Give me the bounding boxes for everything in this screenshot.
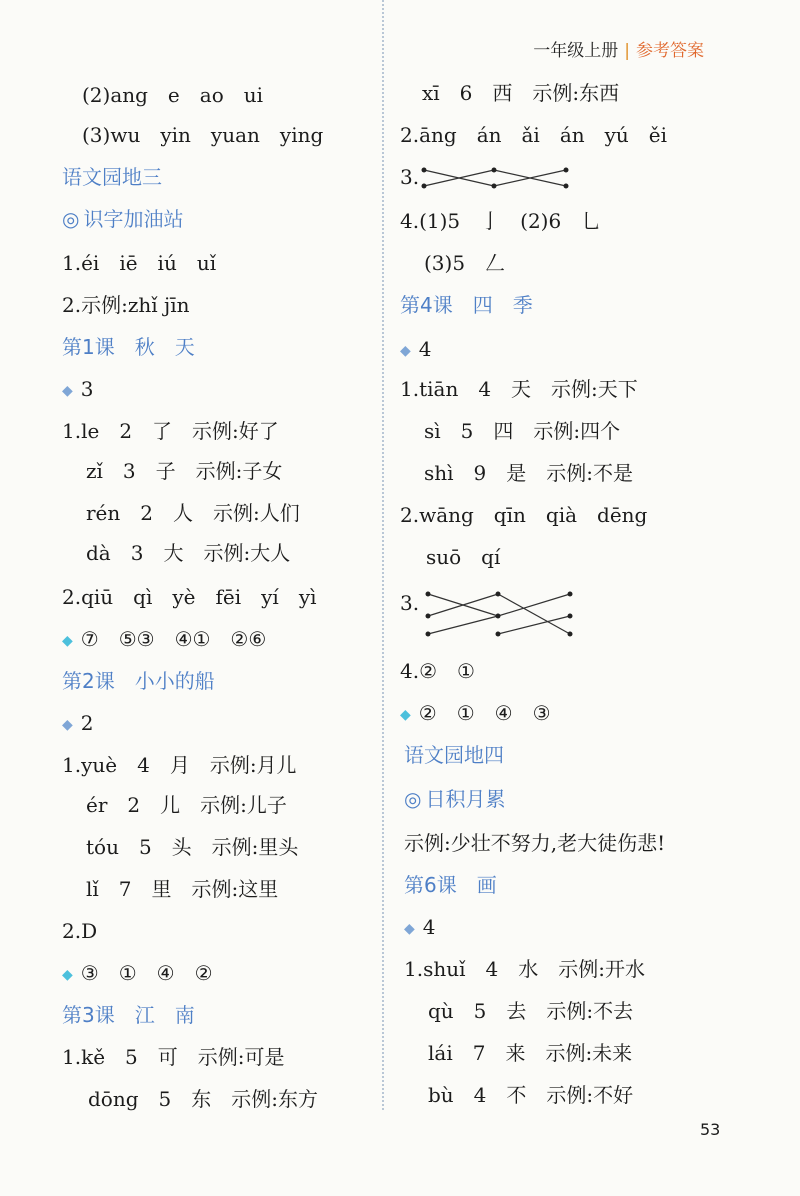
section-heading: 语文园地三 [62, 165, 162, 189]
page-header [533, 36, 704, 61]
answer-line: 3. [400, 591, 420, 615]
answer-line: ◆ ③ ① ④ ② [62, 961, 213, 985]
answer-line: 1.tiān 4 天 示例:天下 [400, 377, 638, 401]
lesson-heading: 第1课 秋 天 [62, 335, 195, 359]
grade-label: 一年级上册 [533, 41, 619, 61]
page-number: 53 [700, 1120, 721, 1139]
answer-line: lǐ 7 里 示例:这里 [86, 877, 279, 901]
answer-line: (3)wu yin yuan ying [82, 123, 324, 147]
answer-line: 2.qiū qì yè fēi yí yì [62, 585, 317, 609]
answer-line: suō qí [426, 545, 501, 569]
matching-lines-2 [424, 588, 574, 640]
column-divider [382, 0, 384, 1110]
answer-line: 1.yuè 4 月 示例:月儿 [62, 753, 297, 777]
answer-line: ◆ 4 [404, 915, 436, 939]
answer-line: 1.shuǐ 4 水 示例:开水 [404, 957, 645, 981]
answer-line: xī 6 西 示例:东西 [422, 81, 620, 105]
answer-line: zǐ 3 子 示例:子女 [86, 459, 283, 483]
answer-line: ◆ 3 [62, 377, 94, 401]
answer-line: ér 2 儿 示例:儿子 [86, 793, 287, 817]
diamond-icon: ◆ [62, 633, 73, 649]
answer-line: qù 5 去 示例:不去 [428, 999, 634, 1023]
answer-line: ◆ 2 [62, 711, 94, 735]
answer-line: dōng 5 东 示例:东方 [88, 1087, 318, 1111]
subsection-heading: ◎ 识字加油站 [62, 207, 184, 231]
answer-line: dà 3 大 示例:大人 [86, 541, 291, 565]
answer-line: 示例:少壮不努力,老大徒伤悲! [404, 831, 666, 855]
header-separator: | [624, 41, 630, 61]
lesson-heading: 第6课 画 [404, 873, 497, 897]
section-heading: 语文园地四 [404, 743, 504, 767]
diamond-icon: ◆ [62, 967, 73, 983]
answer-line: bù 4 不 示例:不好 [428, 1083, 634, 1107]
answer-line: 4.(1)5 亅 (2)6 乚 [400, 209, 602, 233]
section-label: 参考答案 [636, 41, 704, 61]
answer-line: 3. [400, 165, 420, 189]
answer-line: shì 9 是 示例:不是 [424, 461, 634, 485]
answer-line: 1.éi iē iú uǐ [62, 251, 217, 275]
answer-line: (2)ang e ao ui [82, 83, 264, 107]
answer-line: ◆ ② ① ④ ③ [400, 701, 551, 725]
diamond-icon: ◆ [62, 717, 73, 733]
answer-line: (3)5 𠃋 [424, 251, 506, 275]
answer-line: tóu 5 头 示例:里头 [86, 835, 299, 859]
diamond-icon: ◆ [404, 921, 415, 937]
lesson-heading: 第3课 江 南 [62, 1003, 195, 1027]
answer-line: 2.āng án ǎi án yú ěi [400, 123, 668, 147]
answer-line: 2.wāng qīn qià dēng [400, 503, 648, 527]
answer-line: 2.示例:zhǐ jīn [62, 293, 190, 317]
answer-line: 1.le 2 了 示例:好了 [62, 419, 279, 443]
answer-line: ◆ 4 [400, 337, 432, 361]
answer-line: 1.kě 5 可 示例:可是 [62, 1045, 285, 1069]
answer-line: 2.D [62, 919, 98, 943]
subsection-heading: ◎ 日积月累 [404, 787, 506, 811]
circle-bullet-icon: ◎ [404, 787, 422, 811]
answer-line: rén 2 人 示例:人们 [86, 501, 300, 525]
lesson-heading: 第2课 小小的船 [62, 669, 215, 693]
answer-line: lái 7 来 示例:未来 [428, 1041, 633, 1065]
circle-bullet-icon: ◎ [62, 207, 80, 231]
lesson-heading: 第4课 四 季 [400, 293, 533, 317]
matching-lines-1 [420, 166, 570, 192]
diamond-icon: ◆ [62, 383, 73, 399]
answer-line: ◆ ⑦ ⑤③ ④① ②⑥ [62, 627, 267, 651]
diamond-icon: ◆ [400, 343, 411, 359]
answer-line: sì 5 四 示例:四个 [424, 419, 621, 443]
answer-line: 4.② ① [400, 659, 475, 683]
diamond-icon: ◆ [400, 707, 411, 723]
